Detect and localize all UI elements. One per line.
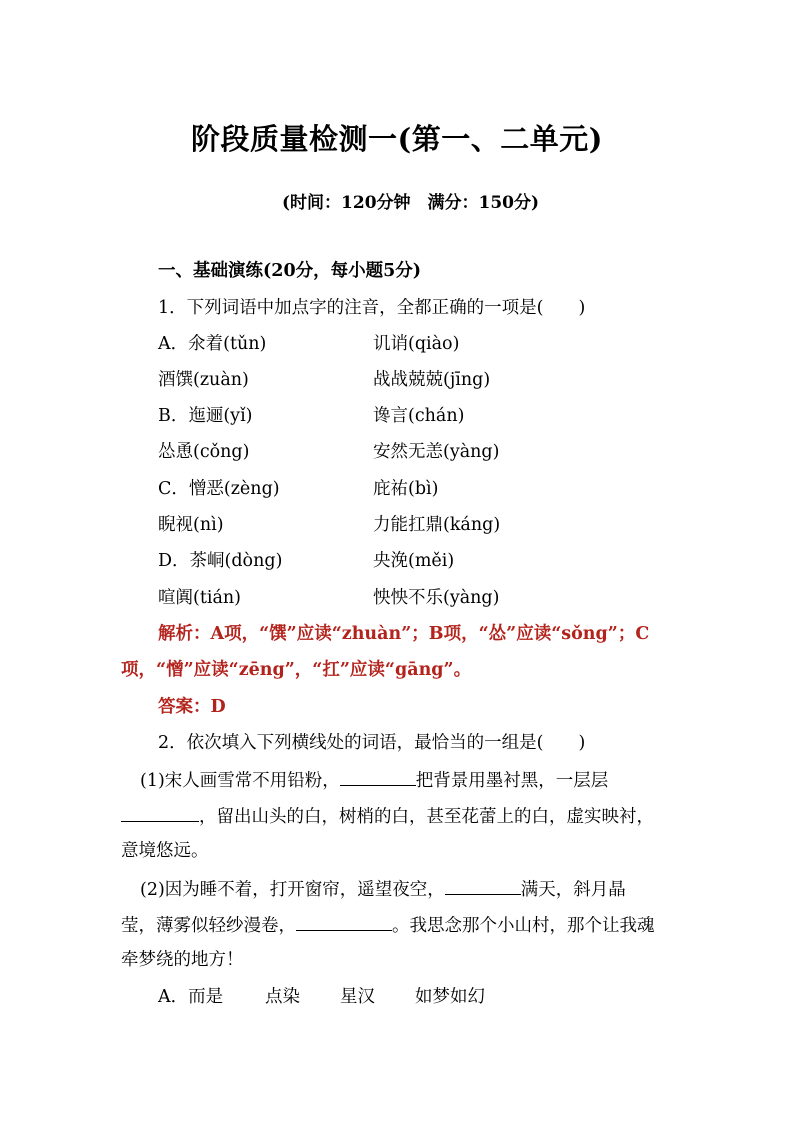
analysis-label: 解析: [158, 624, 193, 644]
blank-3: [445, 876, 521, 895]
q1-option-c2-right: 力能扛鼎(káng): [373, 515, 501, 535]
page-title: 阶段质量检测一(第一、二单元): [191, 122, 603, 156]
q1-option-c-right: 庇祐(bì): [373, 479, 439, 499]
q2-passage-2-line-1: [140, 876, 626, 902]
q2-p1-text-b: 把背景用墨衬黑，一层层: [415, 771, 609, 791]
blank-2: [121, 803, 199, 822]
q1-option-d2-right: 怏怏不乐(yàng): [373, 588, 500, 608]
q1-analysis-line-1: [158, 622, 649, 646]
q1-option-c2-left: 睨视(nì): [158, 515, 224, 535]
section-heading: 一、基础演练(20分，每小题5分): [158, 261, 422, 281]
q2-passage-1-line-1: [140, 767, 608, 793]
blank-1: [340, 767, 416, 786]
q2-passage-1-line-3: 意境悠远。: [121, 841, 209, 861]
q2-option-a-label: A．而是: [158, 987, 224, 1007]
q2-option-a-word-3: 星汉: [340, 987, 375, 1007]
q1-option-a2-left: 酒馔(zuàn): [158, 370, 249, 390]
analysis-text: ：A项，“馔”应读“zhuàn”；B项，“怂”应读“sǒng”；C: [193, 624, 650, 644]
exam-info: (时间：120分钟 满分：150分): [282, 193, 540, 213]
q1-option-d2-left: 喧阗(tián): [158, 588, 241, 608]
q2-passage-2-line-2: [121, 912, 655, 938]
q1-answer: [158, 695, 226, 719]
q2-p2-text-d: 。我思念那个小山村，那个让我魂: [392, 916, 655, 936]
q1-option-c-left: C．憎恶(zèng): [158, 479, 280, 499]
q1-option-a-right: 讥诮(qiào): [373, 334, 460, 354]
q1-option-a-left: A．氽着(tǔn): [158, 334, 267, 354]
blank-4: [296, 912, 392, 931]
q2-p1-text-c: ，留出山头的白，树梢的白，甚至花蕾上的白，虚实映衬，: [199, 807, 654, 827]
q2-p1-text-a: (1)宋人画雪常不用铅粉，: [140, 771, 340, 791]
question-1-stem: 1．下列词语中加点字的注音，全都正确的一项是( ): [158, 298, 586, 318]
q1-option-d-right: 央浼(měi): [373, 551, 455, 571]
q2-passage-1-line-2: [121, 803, 654, 829]
q2-p2-text-c: 莹，薄雾似轻纱漫卷，: [121, 916, 296, 936]
answer-value: ：D: [193, 697, 226, 717]
answer-label: 答案: [158, 697, 193, 717]
q1-analysis-line-2: 项，“憎”应读“zēng”，“扛”应读“gāng”。: [121, 660, 472, 680]
q2-passage-2-line-3: 牵梦绕的地方！: [121, 950, 244, 970]
q1-option-b2-left: 怂恿(cǒng): [158, 442, 250, 462]
q1-option-d-left: D．茶峒(dòng): [158, 551, 283, 571]
q2-option-a-word-4: 如梦如幻: [415, 987, 485, 1007]
q1-option-b-left: B．迤逦(yǐ): [158, 406, 253, 426]
q1-option-a2-right: 战战兢兢(jīng): [373, 370, 491, 390]
q2-p2-text-b: 满天，斜月晶: [520, 880, 626, 900]
q2-option-a-word-2: 点染: [265, 987, 300, 1007]
q1-option-b2-right: 安然无恙(yàng): [373, 442, 500, 462]
q1-option-b-right: 谗言(chán): [373, 406, 465, 426]
question-2-stem: 2．依次填入下列横线处的词语，最恰当的一组是( ): [158, 733, 586, 753]
q2-p2-text-a: (2)因为睡不着，打开窗帘，遥望夜空，: [140, 880, 445, 900]
